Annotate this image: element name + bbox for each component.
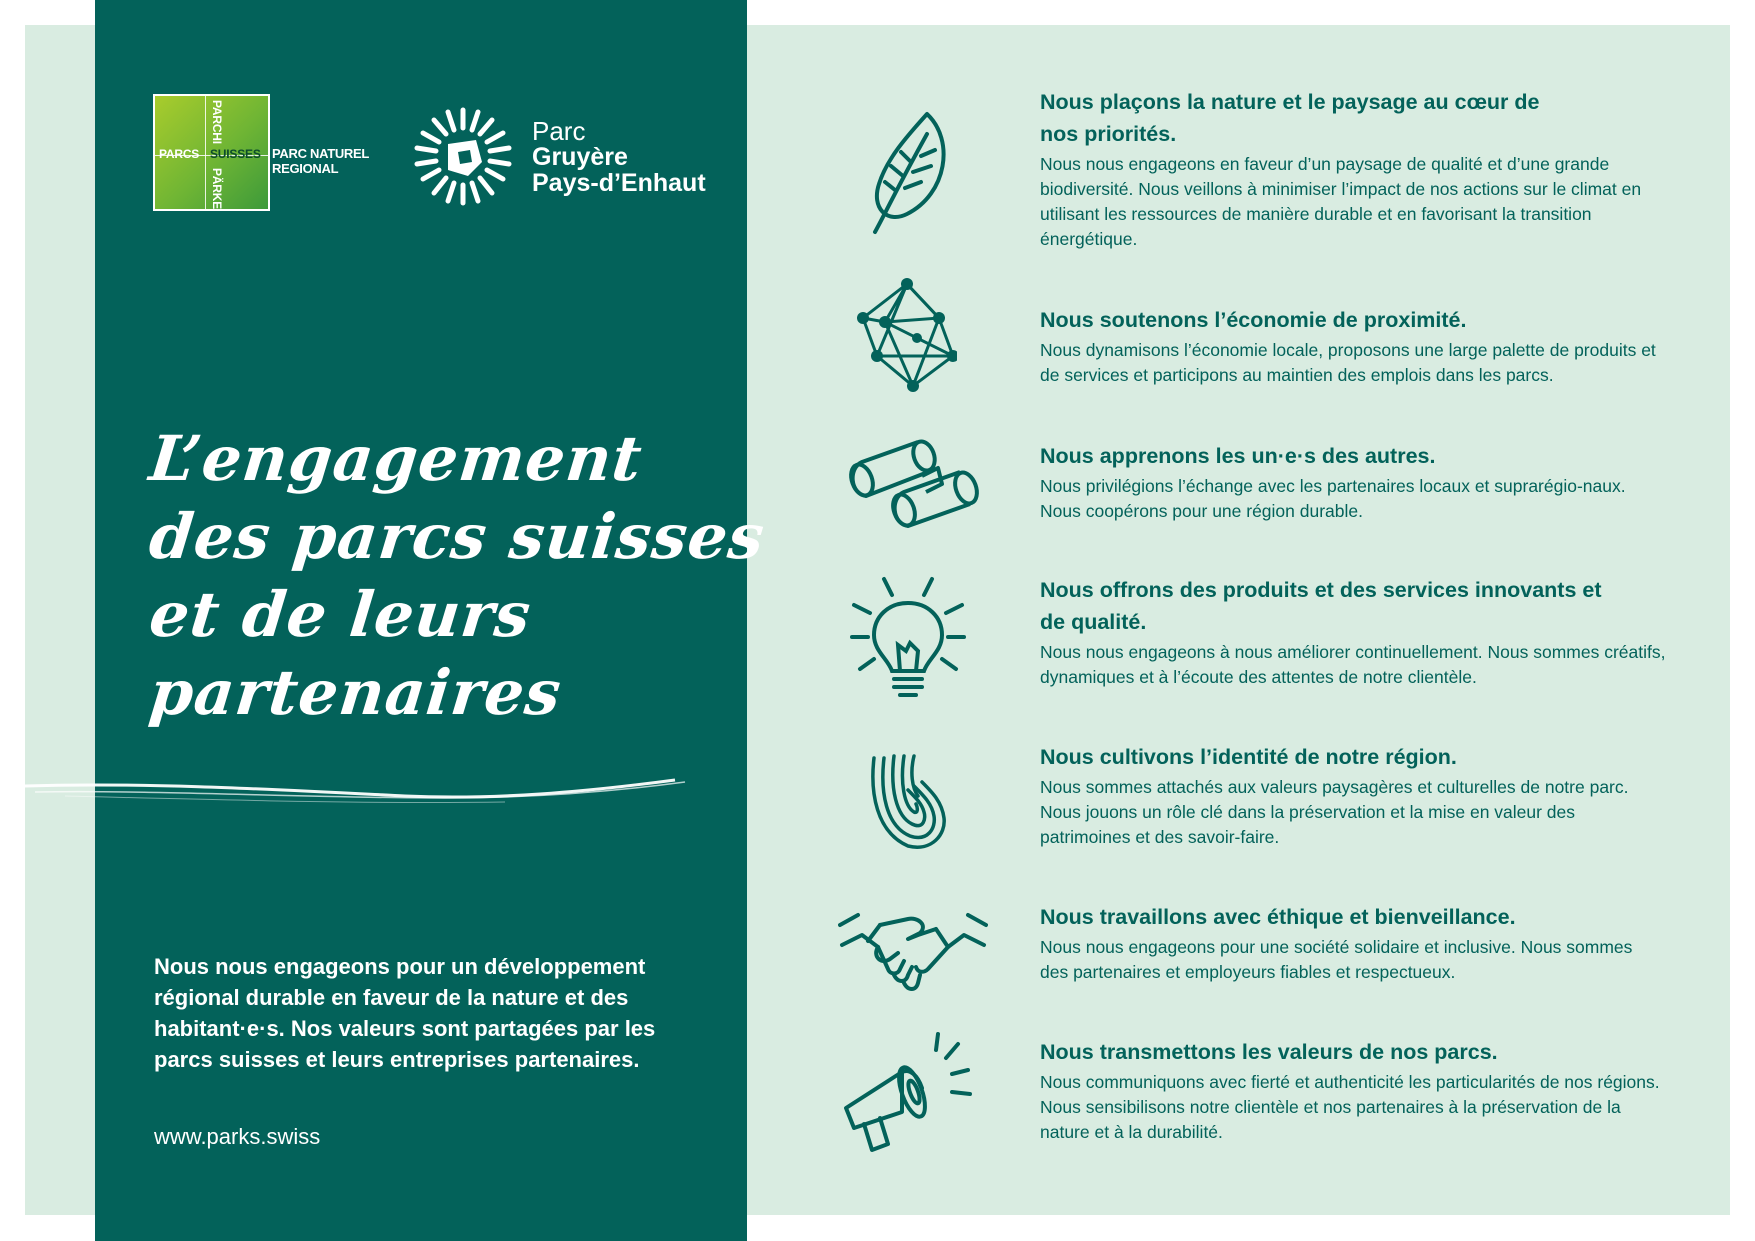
logo-caption [272,146,369,176]
commitment-item [1040,1036,1680,1145]
commitment-text: Nous sommes attachés aux valeurs paysagères et culturelles de notre parc. Nous jouons un rôle clé dans la préservation et la mise en valeur des patrimoines et des savoir-faire. [1040,777,1629,847]
swiss-parks-logo [153,94,270,211]
binoculars-icon [842,436,982,536]
commitment-item [1040,440,1680,524]
lightbulb-icon [848,575,968,705]
logo-text-parchi: PARCHI [210,100,224,144]
fingerprint-icon [868,752,948,852]
commitment-text: Nous dynamisons l’économie locale, proposons une large palette de produits et de services et participons au maintien des emplois dans les parcs. [1040,340,1656,385]
gruyere-logo-text [532,118,706,196]
logo-divider [205,96,206,211]
handshake-icon [838,905,988,995]
page-title [146,420,769,732]
logo-caption-line: REGIONAL [272,161,339,176]
commitment-text: Nous privilégions l’échange avec les partenaires locaux et suprarégio-naux. Nous coopérons pour une région durable. [1040,476,1626,521]
title-line: partenaires [146,656,565,729]
commitment-text: Nous nous engageons en faveur d’un paysage de qualité et d’une grande biodiversité. Nous veillons à minimiser l’impact de nos actions sur le climat en utilisant les ressources de manière durable et en favorisant la transition énergétique. [1040,154,1642,249]
title-line: des parcs suisses [146,500,769,573]
commitment-title: Nous soutenons l’économie de proximité. [1040,308,1467,332]
brush-stroke-divider [25,762,705,810]
commitment-item [1040,304,1680,388]
commitment-title: Nous travaillons avec éthique et bienveillance. [1040,905,1516,929]
gruyere-logo-parc: Parc [532,116,586,146]
leaf-icon [865,110,955,240]
megaphone-icon [842,1032,982,1162]
commitment-title: Nous cultivons l’identité de notre région. [1040,745,1457,769]
commitment-title: Nous offrons des produits et des services innovants et de qualité. [1040,578,1602,634]
logo-text-parke: PÄRKE [210,168,224,210]
title-line: L’engagement [146,422,646,495]
commitment-item [1040,574,1680,690]
gruyere-logo-icon [412,106,514,208]
commitment-item [1040,741,1680,850]
logo-text-parcs: PARCS [159,147,200,161]
gruyere-logo-name-line: Pays-d’Enhaut [532,169,706,197]
commitment-title: Nous transmettons les valeurs de nos parcs. [1040,1040,1498,1064]
commitment-text: Nous nous engageons à nous améliorer continuellement. Nous sommes créatifs, dynamiques et à l’écoute des attentes de notre clientèle. [1040,642,1666,687]
gruyere-logo-name-line: Gruyère [532,143,628,171]
commitment-text: Nous communiquons avec fierté et authenticité les particularités de nos régions. Nous sensibilisons notre clientèle et nos partenaires à la préservation de la nature et à la durabilité. [1040,1072,1660,1142]
intro-text: Nous nous engageons pour un développement régional durable en faveur de la nature et des habitant·e·s. Nos valeurs sont partagées par les parcs suisses et leurs entreprises partenaires. [154,954,656,1072]
commitment-item [1040,86,1680,252]
logo-text-suisses: SUISSES [210,147,261,161]
commitment-item [1040,901,1680,985]
website-link[interactable]: www.parks.swiss [154,1124,321,1149]
logo-caption-line: PARC NATUREL [272,146,370,161]
title-line: et de leurs [146,578,535,651]
commitment-text: Nous nous engageons pour une société solidaire et inclusive. Nous sommes des partenaires et employeurs fiables et respectueux. [1040,937,1633,982]
commitment-title: Nous apprenons les un·e·s des autres. [1040,444,1436,468]
commitment-title: Nous plaçons la nature et le paysage au cœur de nos priorités. [1040,90,1540,146]
network-icon [857,276,957,396]
